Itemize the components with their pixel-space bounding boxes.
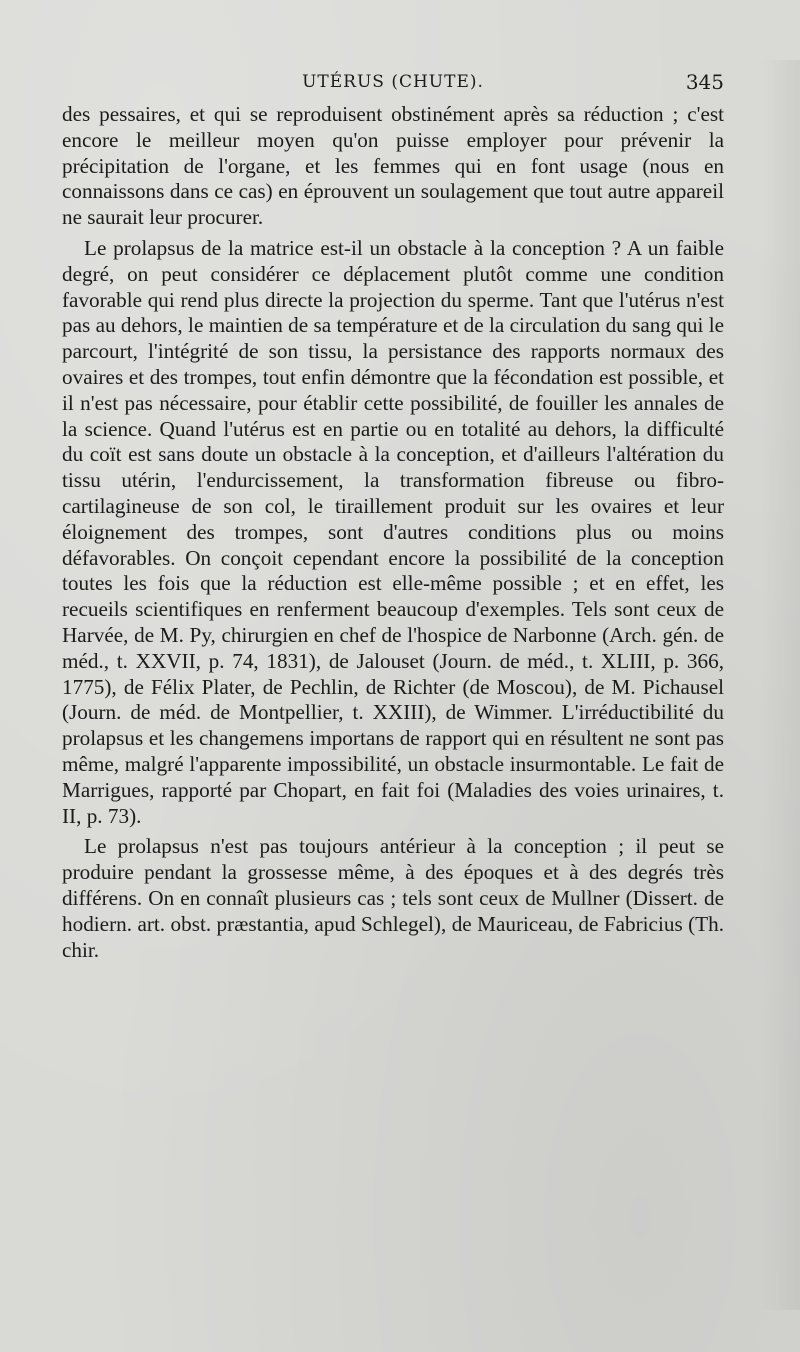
body-text <box>62 102 724 968</box>
page-number: 345 <box>685 70 724 94</box>
page-edge-shadow <box>760 60 800 1310</box>
paragraph-pregnancy: Le prolapsus n'est pas toujours antérieur à la conception ; il peut se produire pendant la grossesse même, à des époques et à des degrés très différens. On en connaît plusieurs cas ; tels sont ceux de Mullner (Dissert. de hodiern. art. obst. præstantia, apud Schlegel), de Mauriceau, de Fabricius (Th. chir. <box>62 834 724 962</box>
paragraph-conception: Le prolapsus de la matrice est-il un obstacle à la conception ? A un faible degré, on peut considérer ce déplacement plutôt comme une condition favorable qui rend plus directe la projection du sperme. Tant que l'utérus n'est pas au dehors, le maintien de sa température et de la circulation du sang qui le parcourt, l'intégrité de son tissu, la persistance des rapports normaux des ovaires et des trompes, tout enfin démontre que la fécondation est possible, et il n'est pas nécessaire, pour établir cette possibilité, de fouiller les annales de la science. Quand l'utérus est en partie ou en totalité au dehors, la difficulté du coït est sans doute un obstacle à la conception, et d'ailleurs l'altération du tissu utérin, l'endurcissement, la transformation fibreuse ou fibro-cartilagineuse de son col, le tiraillement produit sur les ovaires et leur éloignement des trompes, sont d'autres conditions plus ou moins défavorables. On conçoit cependant encore la possibilité de la conception toutes les fois que la réduction est elle-même possible ; et en effet, les recueils scientifiques en renferment beaucoup d'exemples. Tels sont ceux de Harvée, de M. Py, chirurgien en chef de l'hospice de Narbonne (Arch. gén. de méd., t. XXVII, p. 74, 1831), de Jalouset (Journ. de méd., t. XLIII, p. 366, 1775), de Félix Plater, de Pechlin, de Richter (de Moscou), de M. Pichausel (Journ. de méd. de Montpellier, t. XXIII), de Wimmer. L'irréductibilité du prolapsus et les changemens importans de rapport qui en résultent ne sont pas même, malgré l'apparente impossibilité, un obstacle insurmontable. Le fait de Marrigues, rapporté par Chopart, en fait foi (Maladies des voies urinaires, t. II, p. 73). <box>62 235 724 828</box>
running-head: UTÉRUS (CHUTE). <box>302 72 484 92</box>
paragraph-continuation: des pessaires, et qui se reproduisent obstinément après sa réduction ; c'est encore le meilleur moyen qu'on puisse employer pour prévenir la précipitation de l'organe, et les femmes qui en font usage (nous en connaissons dans ce cas) en éprouvent un soulagement que tout autre appareil ne saurait leur procurer. <box>62 102 724 230</box>
page-header <box>62 70 724 100</box>
